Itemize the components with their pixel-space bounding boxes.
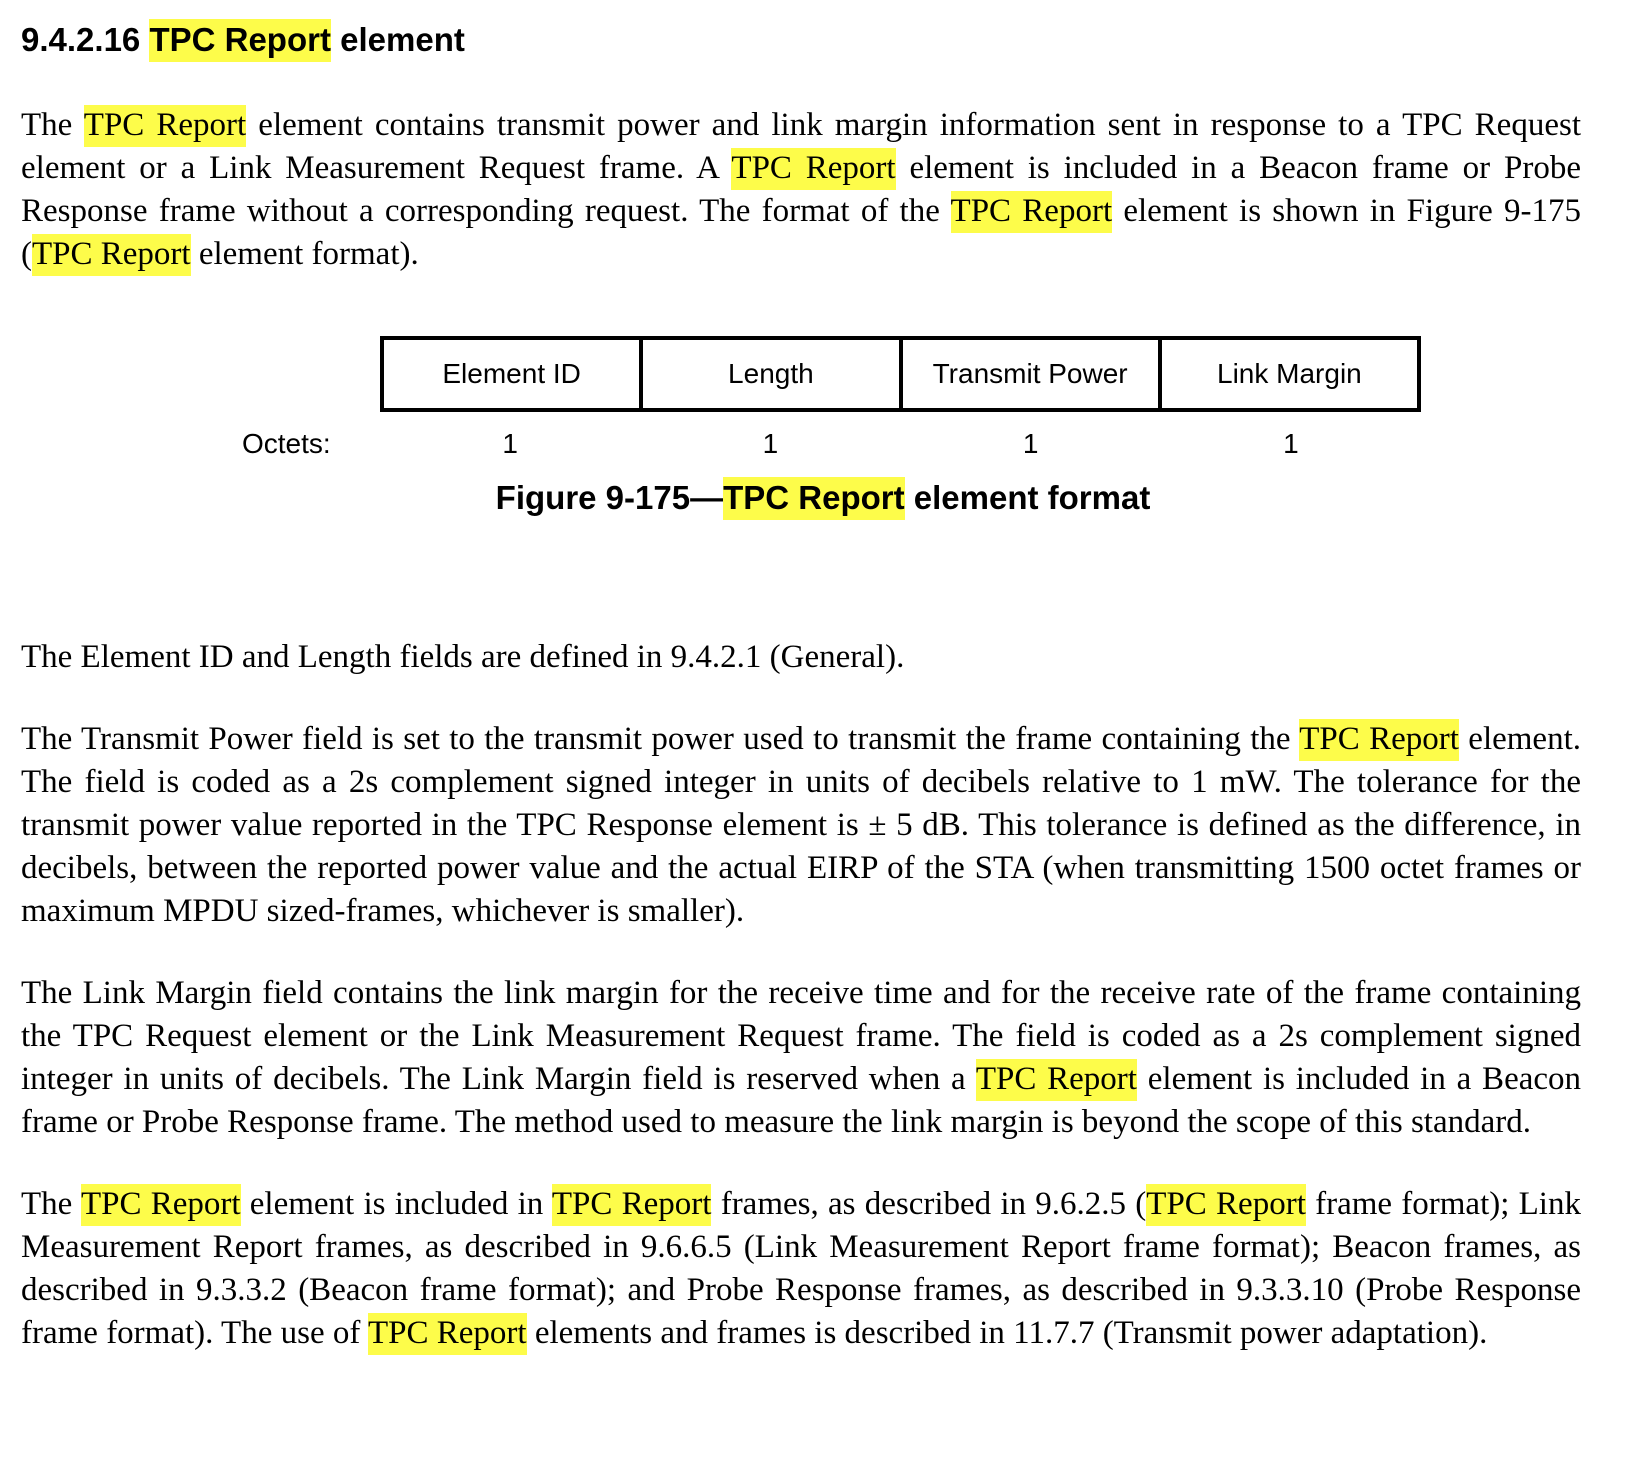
highlight-run: TPC Report <box>731 148 895 190</box>
highlight-run: TPC Report <box>1146 1184 1306 1226</box>
highlight-run: TPC Report <box>32 234 191 276</box>
field-transmit-power: Transmit Power <box>903 340 1162 408</box>
field-link-margin: Link Margin <box>1217 358 1362 389</box>
octets-row <box>380 428 1421 460</box>
highlight-run: TPC Report <box>951 191 1113 233</box>
text-run: elements and frames is described in 11.7.7 (Transmit power adaptation). <box>526 1315 1488 1351</box>
link-margin-paragraph <box>21 972 1581 1144</box>
frame-format-table <box>380 336 1421 412</box>
highlight-run: TPC Report <box>368 1313 527 1355</box>
octet-count: 1 <box>1283 428 1299 459</box>
highlight-run: TPC Report <box>81 1184 241 1226</box>
element-format-figure <box>21 336 1581 636</box>
text-run: frames, as described in 9.6.2.5 ( <box>711 1186 1147 1222</box>
text-run: element contains transmit power and link margin information sent in response to a TPC Request element or a Link Measurement Request frame. A <box>21 107 1581 186</box>
highlight-run: TPC Report <box>1299 719 1459 761</box>
figure-caption <box>21 476 1581 520</box>
octet-count: 1 <box>762 428 779 459</box>
transmit-power-paragraph <box>21 718 1581 933</box>
text-run: The <box>21 107 84 143</box>
octet-count: 1 <box>1022 428 1039 459</box>
octet-count: 1 <box>502 428 518 459</box>
caption-prefix: Figure 9-175— <box>495 479 724 516</box>
text-run: element is included in <box>240 1186 552 1222</box>
usage-paragraph <box>21 1183 1581 1355</box>
caption-suffix: element format <box>904 479 1151 516</box>
caption-highlight: TPC Report <box>723 477 905 520</box>
text-run: The Transmit Power field is set to the transmit power used to transmit the frame containing the <box>21 721 1300 757</box>
highlight-run: TPC Report <box>84 105 246 147</box>
text-run: element is included in a Beacon frame or Probe Response frame without a corresponding request. The format of the <box>21 150 1582 229</box>
heading-highlight: TPC Report <box>149 19 331 62</box>
highlight-run: TPC Report <box>552 1184 712 1226</box>
intro-paragraph <box>21 104 1581 276</box>
text-run: frame format); Link Measurement Report frames, as described in 9.6.6.5 (Link Measurement Report frame format); Beacon frames, as described in 9.3.3.2 (Beacon frame format); and Probe Response frames, as described in 9.3.3.10 (Probe Response frame format). The use of <box>21 1186 1581 1351</box>
section-title-rest: element <box>340 21 465 58</box>
section-number: 9.4.2.16 <box>21 21 141 58</box>
text-run: element is shown in Figure 9-175 ( <box>21 193 1581 272</box>
field-element-id: Element ID <box>384 340 643 408</box>
text-run: element. The field is coded as a 2s complement signed integer in units of decibels relative to 1 mW. The tolerance for the transmit power value reported in the TPC Response element is ± 5 dB. This tolerance is defined as the difference, in decibels, between the reported power value and the actual EIRP of the STA (when transmitting 1500 octet frames or maximum MPDU sized-frames, whichever is smaller). <box>21 721 1581 929</box>
octets-label: Octets: <box>242 428 331 459</box>
text-run: element is included in a Beacon frame or Probe Response frame. The method used to measure the link margin is beyond the scope of this standard. <box>21 1061 1582 1140</box>
text-run: The <box>21 1186 81 1222</box>
element-id-paragraph: The Element ID and Length fields are defined in 9.4.2.1 (General). <box>21 639 905 675</box>
document-page <box>21 18 1581 1355</box>
section-heading <box>21 18 1581 62</box>
highlight-run: TPC Report <box>976 1059 1137 1101</box>
text-run: The Link Margin field contains the link margin for the receive time and for the receive rate of the frame containing the TPC Request element or the Link Measurement Request frame. The field is coded as a 2s complement signed integer in units of decibels. The Link Margin field is reserved when a <box>21 975 1581 1097</box>
field-length: Length <box>643 340 902 408</box>
text-run: element format). <box>190 236 419 272</box>
